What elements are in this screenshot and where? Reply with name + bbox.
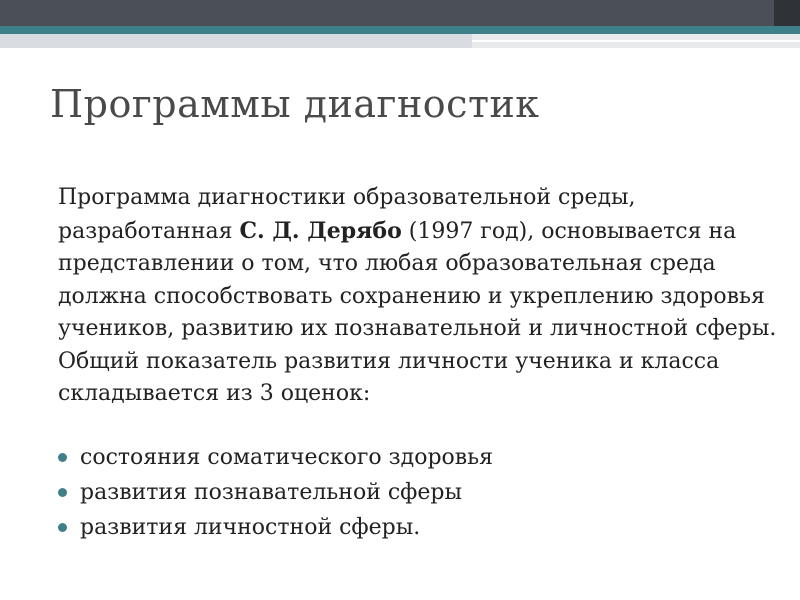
bullet-dot-icon [58, 488, 67, 497]
paragraph-text-start: Программа диагностики образовательной среды, разработанная [58, 185, 636, 244]
bullet-item-text: состояния соматического здоровья [80, 445, 494, 470]
bullet-item [58, 475, 493, 510]
bullet-item [58, 510, 493, 545]
slide-paragraph [58, 182, 778, 411]
bullet-dot-icon [58, 523, 67, 532]
bullet-dot-icon [58, 453, 67, 462]
paragraph-text-end: (1997 год), основывается на представлении о том, что любая образовательная среда должна способствовать сохранению и укреплению здоровья учеников, развитию их познавательной и личностной сферы. Общий показатель развития личности ученика и класса складывается из 3 оценок: [58, 218, 777, 406]
bullet-item-text: развития личностной сферы. [80, 515, 421, 540]
header-band-notch-line [472, 40, 800, 42]
bullet-item [58, 440, 493, 475]
header-band-dark [0, 0, 800, 26]
bullet-list [58, 440, 493, 545]
bullet-item-text: развития познавательной сферы [80, 480, 463, 505]
slide-title: Программы диагностик [50, 82, 540, 126]
paragraph-author-name: С. Д. Дерябо [239, 217, 402, 244]
header-band-teal [0, 26, 800, 34]
header-band-corner [774, 0, 800, 26]
